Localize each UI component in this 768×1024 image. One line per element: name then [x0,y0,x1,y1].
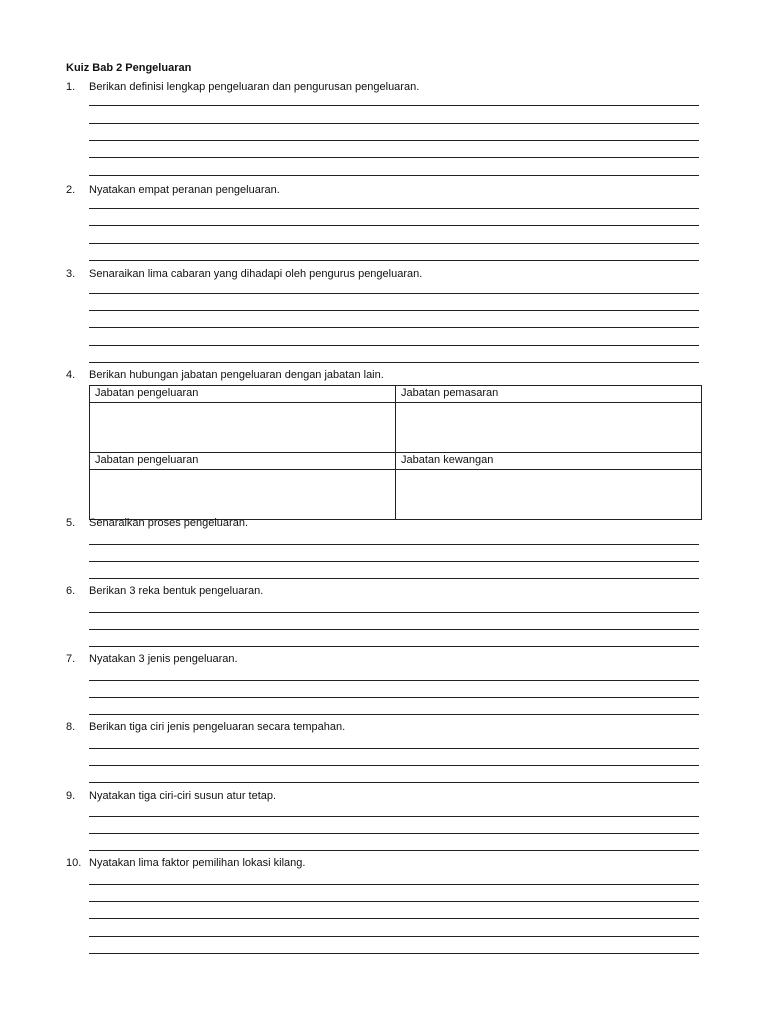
question-text: Nyatakan empat peranan pengeluaran. [89,184,280,196]
answer-line[interactable] [89,123,699,124]
question-text: Senaraikan lima cabaran yang dihadapi oleh pengurus pengeluaran. [89,268,423,280]
answer-line[interactable] [89,243,699,244]
answer-line[interactable] [89,918,699,919]
department-relationship-table [89,385,702,520]
answer-line[interactable] [89,646,699,647]
answer-line[interactable] [89,362,699,363]
answer-cell[interactable] [90,403,396,453]
table-header-cell: Jabatan pengeluaran [90,453,396,470]
answer-line[interactable] [89,816,699,817]
answer-line[interactable] [89,680,699,681]
answer-line[interactable] [89,629,699,630]
answer-line[interactable] [89,260,699,261]
question-number: 7. [66,653,76,665]
answer-line[interactable] [89,901,699,902]
table-header-cell: Jabatan kewangan [396,453,702,470]
question-number: 10. [66,857,82,869]
answer-line[interactable] [89,175,699,176]
answer-line[interactable] [89,578,699,579]
answer-line[interactable] [89,850,699,851]
answer-line[interactable] [89,544,699,545]
answer-line[interactable] [89,782,699,783]
question-number: 5. [66,517,76,529]
answer-cell[interactable] [396,403,702,453]
answer-line[interactable] [89,345,699,346]
answer-line[interactable] [89,714,699,715]
answer-cell[interactable] [396,470,702,520]
answer-line[interactable] [89,327,699,328]
answer-line[interactable] [89,697,699,698]
answer-line[interactable] [89,953,699,954]
answer-line[interactable] [89,208,699,209]
question-text: Berikan 3 reka bentuk pengeluaran. [89,585,264,597]
question-number: 4. [66,369,76,381]
table-header-cell: Jabatan pemasaran [396,386,702,403]
answer-line[interactable] [89,748,699,749]
question-number: 8. [66,721,76,733]
question-text: Berikan definisi lengkap pengeluaran dan pengurusan pengeluaran. [89,81,420,93]
question-number: 9. [66,790,76,802]
question-text: Berikan hubungan jabatan pengeluaran dengan jabatan lain. [89,369,384,381]
answer-line[interactable] [89,225,699,226]
question-text: Senaraikan proses pengeluaran. [89,517,249,529]
question-number: 2. [66,184,76,196]
answer-line[interactable] [89,936,699,937]
answer-line[interactable] [89,833,699,834]
answer-line[interactable] [89,765,699,766]
answer-line[interactable] [89,157,699,158]
answer-line[interactable] [89,140,699,141]
answer-line[interactable] [89,105,699,106]
answer-line[interactable] [89,561,699,562]
question-number: 6. [66,585,76,597]
question-number: 3. [66,268,76,280]
answer-line[interactable] [89,884,699,885]
answer-line[interactable] [89,293,699,294]
answer-cell[interactable] [90,470,396,520]
answer-line[interactable] [89,612,699,613]
question-text: Nyatakan 3 jenis pengeluaran. [89,653,238,665]
answer-line[interactable] [89,310,699,311]
question-number: 1. [66,81,76,93]
table-header-cell: Jabatan pengeluaran [90,386,396,403]
page-title: Kuiz Bab 2 Pengeluaran [66,62,192,74]
question-text: Berikan tiga ciri jenis pengeluaran secara tempahan. [89,721,346,733]
question-text: Nyatakan lima faktor pemilihan lokasi kilang. [89,857,306,869]
question-text: Nyatakan tiga ciri-ciri susun atur tetap. [89,790,277,802]
